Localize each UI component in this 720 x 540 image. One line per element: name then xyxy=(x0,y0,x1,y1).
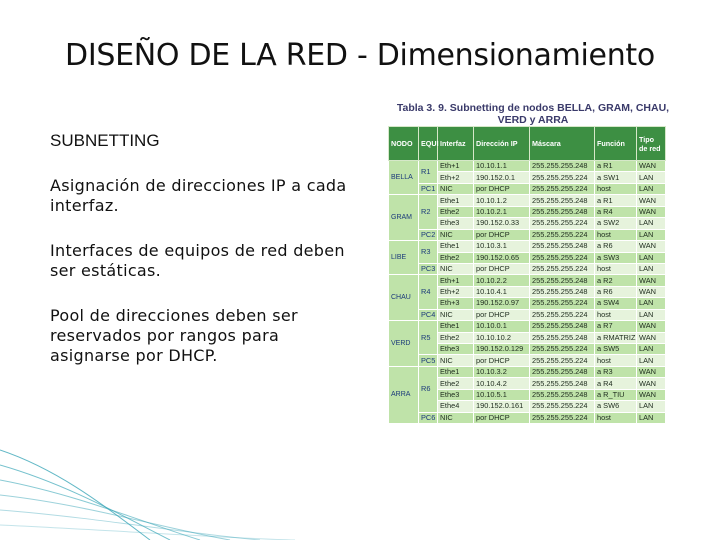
direccion-ip-cell: por DHCP xyxy=(474,263,530,274)
tipo-red-cell: WAN xyxy=(637,275,666,286)
tipo-red-cell: WAN xyxy=(637,332,666,343)
header-equipo: EQUI xyxy=(419,127,438,161)
nodo-cell: VERD xyxy=(389,321,419,367)
nodo-cell: ARRA xyxy=(389,366,419,423)
interfaz-cell: Ethe2 xyxy=(438,252,474,263)
paragraph-ip-assignment: Asignación de direcciones IP a cada interfaz. xyxy=(50,176,347,215)
table-row xyxy=(389,183,666,194)
direccion-ip-cell: 10.10.10.2 xyxy=(474,332,530,343)
mascara-cell: 255.255.255.248 xyxy=(530,241,595,252)
funcion-cell: host xyxy=(595,263,637,274)
funcion-cell: a R1 xyxy=(595,195,637,206)
table-row xyxy=(389,195,666,206)
equipo-cell: R6 xyxy=(419,366,438,412)
equipo-cell: PC6 xyxy=(419,412,438,423)
mascara-cell: 255.255.255.248 xyxy=(530,275,595,286)
mascara-cell: 255.255.255.224 xyxy=(530,355,595,366)
mascara-cell: 255.255.255.248 xyxy=(530,366,595,377)
paragraph-static-interfaces: Interfaces de equipos de red deben ser estáticas. xyxy=(50,241,345,280)
equipo-cell: R4 xyxy=(419,275,438,309)
tipo-red-cell: WAN xyxy=(637,161,666,172)
funcion-cell: a R6 xyxy=(595,286,637,297)
header-funcion: Función xyxy=(595,127,637,161)
tipo-red-cell: WAN xyxy=(637,195,666,206)
equipo-cell: R3 xyxy=(419,241,438,264)
table-row xyxy=(389,412,666,423)
funcion-cell: a R6 xyxy=(595,241,637,252)
tipo-red-cell: WAN xyxy=(637,389,666,400)
direccion-ip-cell: 190.152.0.97 xyxy=(474,298,530,309)
funcion-cell: a R_TIU xyxy=(595,389,637,400)
table-body xyxy=(389,161,666,424)
interfaz-cell: Ethe1 xyxy=(438,366,474,377)
interfaz-cell: Ethe1 xyxy=(438,241,474,252)
direccion-ip-cell: por DHCP xyxy=(474,309,530,320)
mascara-cell: 255.255.255.224 xyxy=(530,218,595,229)
funcion-cell: a SW3 xyxy=(595,252,637,263)
tipo-red-cell: LAN xyxy=(637,252,666,263)
mascara-cell: 255.255.255.224 xyxy=(530,263,595,274)
table-header-row xyxy=(389,127,666,161)
mascara-cell: 255.255.255.224 xyxy=(530,344,595,355)
interfaz-cell: Ethe2 xyxy=(438,378,474,389)
funcion-cell: a R2 xyxy=(595,275,637,286)
direccion-ip-cell: 10.10.4.2 xyxy=(474,378,530,389)
mascara-cell: 255.255.255.248 xyxy=(530,195,595,206)
tipo-red-cell: WAN xyxy=(637,206,666,217)
mascara-cell: 255.255.255.224 xyxy=(530,412,595,423)
table-row xyxy=(389,275,666,286)
tipo-red-cell: WAN xyxy=(637,378,666,389)
table-caption: Tabla 3. 9. Subnetting de nodos BELLA, GRAM, CHAU, VERD y ARRA xyxy=(396,102,670,126)
direccion-ip-cell: por DHCP xyxy=(474,355,530,366)
decorative-swoosh-graphic xyxy=(0,430,300,540)
direccion-ip-cell: 10.10.5.1 xyxy=(474,389,530,400)
equipo-cell: PC2 xyxy=(419,229,438,240)
mascara-cell: 255.255.255.248 xyxy=(530,321,595,332)
mascara-cell: 255.255.255.224 xyxy=(530,252,595,263)
mascara-cell: 255.255.255.224 xyxy=(530,298,595,309)
nodo-cell: GRAM xyxy=(389,195,419,241)
paragraph-dhcp-pool: Pool de direcciones deben ser reservados por rangos para asignarse por DHCP. xyxy=(50,306,298,365)
interfaz-cell: Eth+3 xyxy=(438,298,474,309)
subnetting-table xyxy=(388,126,666,424)
interfaz-cell: Ethe3 xyxy=(438,389,474,400)
tipo-red-cell: LAN xyxy=(637,355,666,366)
direccion-ip-cell: 10.10.3.1 xyxy=(474,241,530,252)
table-row xyxy=(389,309,666,320)
tipo-red-cell: WAN xyxy=(637,321,666,332)
interfaz-cell: NIC xyxy=(438,355,474,366)
tipo-red-cell: LAN xyxy=(637,263,666,274)
tipo-red-cell: WAN xyxy=(637,286,666,297)
equipo-cell: PC3 xyxy=(419,263,438,274)
slide-title: DISEÑO DE LA RED - Dimensionamiento xyxy=(65,38,655,73)
mascara-cell: 255.255.255.224 xyxy=(530,401,595,412)
interfaz-cell: Ethe2 xyxy=(438,332,474,343)
table-row xyxy=(389,161,666,172)
table-row xyxy=(389,263,666,274)
tipo-red-cell: LAN xyxy=(637,183,666,194)
interfaz-cell: Ethe3 xyxy=(438,344,474,355)
equipo-cell: R2 xyxy=(419,195,438,229)
equipo-cell: R5 xyxy=(419,321,438,355)
interfaz-cell: Ethe3 xyxy=(438,218,474,229)
funcion-cell: host xyxy=(595,412,637,423)
tipo-red-cell: WAN xyxy=(637,241,666,252)
tipo-red-cell: LAN xyxy=(637,218,666,229)
mascara-cell: 255.255.255.224 xyxy=(530,183,595,194)
direccion-ip-cell: 10.10.1.1 xyxy=(474,161,530,172)
mascara-cell: 255.255.255.248 xyxy=(530,206,595,217)
direccion-ip-cell: 190.152.0.129 xyxy=(474,344,530,355)
mascara-cell: 255.255.255.248 xyxy=(530,286,595,297)
interfaz-cell: Eth+2 xyxy=(438,286,474,297)
table-row xyxy=(389,229,666,240)
nodo-cell: BELLA xyxy=(389,161,419,195)
funcion-cell: a SW2 xyxy=(595,218,637,229)
tipo-red-cell: LAN xyxy=(637,172,666,183)
interfaz-cell: NIC xyxy=(438,412,474,423)
interfaz-cell: NIC xyxy=(438,263,474,274)
mascara-cell: 255.255.255.248 xyxy=(530,332,595,343)
funcion-cell: a R3 xyxy=(595,366,637,377)
equipo-cell: PC1 xyxy=(419,183,438,194)
mascara-cell: 255.255.255.248 xyxy=(530,378,595,389)
direccion-ip-cell: 10.10.0.1 xyxy=(474,321,530,332)
interfaz-cell: NIC xyxy=(438,183,474,194)
mascara-cell: 255.255.255.248 xyxy=(530,161,595,172)
interfaz-cell: Ethe2 xyxy=(438,206,474,217)
direccion-ip-cell: 10.10.2.1 xyxy=(474,206,530,217)
header-tipo-red: Tipo de red xyxy=(637,127,666,161)
direccion-ip-cell: 190.152.0.65 xyxy=(474,252,530,263)
direccion-ip-cell: 10.10.1.2 xyxy=(474,195,530,206)
tipo-red-cell: LAN xyxy=(637,229,666,240)
table-row xyxy=(389,241,666,252)
table-row xyxy=(389,321,666,332)
interfaz-cell: NIC xyxy=(438,229,474,240)
nodo-cell: LIBE xyxy=(389,241,419,275)
funcion-cell: host xyxy=(595,183,637,194)
mascara-cell: 255.255.255.224 xyxy=(530,309,595,320)
equipo-cell: R1 xyxy=(419,161,438,184)
interfaz-cell: Ethe1 xyxy=(438,195,474,206)
direccion-ip-cell: 190.152.0.161 xyxy=(474,401,530,412)
funcion-cell: host xyxy=(595,229,637,240)
equipo-cell: PC4 xyxy=(419,309,438,320)
direccion-ip-cell: 10.10.2.2 xyxy=(474,275,530,286)
mascara-cell: 255.255.255.248 xyxy=(530,389,595,400)
direccion-ip-cell: por DHCP xyxy=(474,183,530,194)
tipo-red-cell: LAN xyxy=(637,401,666,412)
direccion-ip-cell: 190.152.0.1 xyxy=(474,172,530,183)
funcion-cell: a R4 xyxy=(595,206,637,217)
interfaz-cell: Eth+2 xyxy=(438,172,474,183)
funcion-cell: a SW5 xyxy=(595,344,637,355)
table-row xyxy=(389,366,666,377)
tipo-red-cell: LAN xyxy=(637,298,666,309)
header-nodo: NODO xyxy=(389,127,419,161)
header-direccion-ip: Dirección IP xyxy=(474,127,530,161)
table-row xyxy=(389,355,666,366)
direccion-ip-cell: 10.10.4.1 xyxy=(474,286,530,297)
equipo-cell: PC5 xyxy=(419,355,438,366)
interfaz-cell: Eth+1 xyxy=(438,161,474,172)
funcion-cell: a SW4 xyxy=(595,298,637,309)
tipo-red-cell: WAN xyxy=(637,366,666,377)
funcion-cell: a R4 xyxy=(595,378,637,389)
tipo-red-cell: LAN xyxy=(637,309,666,320)
funcion-cell: host xyxy=(595,309,637,320)
header-mascara: Máscara xyxy=(530,127,595,161)
funcion-cell: a R7 xyxy=(595,321,637,332)
mascara-cell: 255.255.255.224 xyxy=(530,172,595,183)
tipo-red-cell: LAN xyxy=(637,344,666,355)
header-interfaz: Interfaz xyxy=(438,127,474,161)
funcion-cell: a SW6 xyxy=(595,401,637,412)
subheading-subnetting: SUBNETTING xyxy=(50,131,160,150)
tipo-red-cell: LAN xyxy=(637,412,666,423)
direccion-ip-cell: 10.10.3.2 xyxy=(474,366,530,377)
funcion-cell: host xyxy=(595,355,637,366)
mascara-cell: 255.255.255.224 xyxy=(530,229,595,240)
interfaz-cell: Ethe4 xyxy=(438,401,474,412)
funcion-cell: a SW1 xyxy=(595,172,637,183)
direccion-ip-cell: 190.152.0.33 xyxy=(474,218,530,229)
direccion-ip-cell: por DHCP xyxy=(474,412,530,423)
funcion-cell: a R1 xyxy=(595,161,637,172)
interfaz-cell: Ethe1 xyxy=(438,321,474,332)
nodo-cell: CHAU xyxy=(389,275,419,321)
direccion-ip-cell: por DHCP xyxy=(474,229,530,240)
interfaz-cell: NIC xyxy=(438,309,474,320)
interfaz-cell: Eth+1 xyxy=(438,275,474,286)
funcion-cell: a RMATRIZ xyxy=(595,332,637,343)
